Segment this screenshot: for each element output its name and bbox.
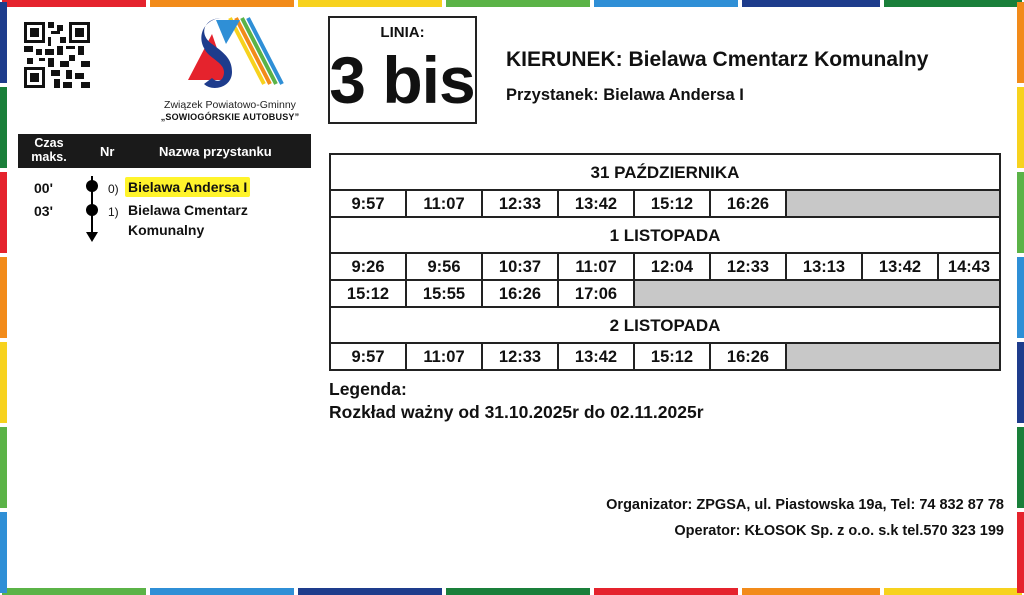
frame-segment	[1017, 172, 1024, 253]
departure-time: 15:55	[407, 281, 483, 306]
line-number-box	[328, 16, 477, 124]
frame-segment	[298, 0, 442, 7]
frame-segment	[1017, 257, 1024, 338]
frame-segment	[150, 0, 294, 7]
frame-segment	[594, 588, 738, 595]
frame-segment	[1017, 2, 1024, 83]
timetable-row	[331, 254, 999, 281]
frame-segment	[1017, 342, 1024, 423]
empty-slot	[787, 191, 999, 216]
current-stop: Przystanek: Bielawa Andersa I	[506, 86, 744, 104]
frame-segment	[150, 588, 294, 595]
departure-time: 9:26	[331, 254, 407, 279]
frame-segment	[446, 588, 590, 595]
organization-name: Związek Powiatowo-Gminny	[164, 99, 296, 111]
header-stop-name: Nazwa przystanku	[159, 144, 272, 159]
legend-label: Legenda:	[329, 379, 407, 399]
stop-number: 0)	[108, 182, 119, 196]
stops-header	[18, 134, 311, 168]
validity-note: Rozkład ważny od 31.10.2025r do 02.11.2025r	[329, 402, 704, 422]
timetable-row	[331, 344, 999, 369]
departure-time: 11:07	[407, 191, 483, 216]
departure-time: 16:26	[483, 281, 559, 306]
frame-segment	[0, 172, 7, 253]
sowiogorskie-logo-icon	[182, 14, 284, 96]
frame-segment	[0, 512, 7, 593]
frame-segment	[2, 0, 146, 7]
stop-time: 00'	[34, 180, 53, 196]
stop-marker	[86, 204, 98, 216]
frame-segment	[1017, 427, 1024, 508]
line-label: LINIA:	[380, 24, 425, 41]
frame-segment	[0, 87, 7, 168]
frame-segment	[1017, 87, 1024, 168]
departure-time: 11:07	[559, 254, 635, 279]
frame-segment	[1017, 512, 1024, 593]
frame-segment	[742, 588, 880, 595]
stop-time: 03'	[34, 203, 53, 219]
departure-time: 12:33	[483, 344, 559, 369]
timetable-day-header: 31 PAŹDZIERNIKA	[331, 155, 999, 191]
frame-segment	[2, 588, 146, 595]
line-number: 3 bis	[329, 43, 475, 117]
departure-time: 9:57	[331, 191, 407, 216]
operator-info: Operator: KŁOSOK Sp. z o.o. s.k tel.570 323 199	[674, 523, 1004, 539]
frame-segment	[594, 0, 738, 7]
departure-time: 15:12	[635, 344, 711, 369]
departure-time: 16:26	[711, 344, 787, 369]
timetable	[329, 153, 1001, 371]
timetable-row	[331, 281, 999, 308]
departure-time: 9:56	[407, 254, 483, 279]
timetable-day-header: 2 LISTOPADA	[331, 308, 999, 344]
qr-code-icon	[24, 22, 90, 88]
frame-segment	[884, 0, 1022, 7]
departure-time: 15:12	[635, 191, 711, 216]
departure-time: 13:42	[559, 344, 635, 369]
departure-time: 13:42	[863, 254, 939, 279]
frame-segment	[0, 427, 7, 508]
stop-name: Bielawa Cmentarz Komunalny	[128, 202, 248, 238]
organization-brand: „SOWIOGÓRSKIE AUTOBUSY”	[160, 112, 300, 122]
direction: KIERUNEK: Bielawa Cmentarz Komunalny	[506, 48, 929, 71]
header-number: Nr	[100, 144, 115, 159]
departure-time: 17:06	[559, 281, 635, 306]
timetable-row	[331, 191, 999, 218]
stop-number: 1)	[108, 205, 119, 219]
departure-time: 16:26	[711, 191, 787, 216]
empty-slot	[635, 281, 999, 306]
organizer-info: Organizator: ZPGSA, ul. Piastowska 19a, Tel: 74 832 87 78	[606, 497, 1004, 513]
frame-segment	[0, 2, 7, 83]
departure-time: 12:33	[711, 254, 787, 279]
departure-time: 11:07	[407, 344, 483, 369]
frame-segment	[446, 0, 590, 7]
departure-time: 12:04	[635, 254, 711, 279]
timetable-day-header: 1 LISTOPADA	[331, 218, 999, 254]
header-max-time: Czas maks.	[31, 136, 67, 164]
departure-time: 13:13	[787, 254, 863, 279]
departure-time: 10:37	[483, 254, 559, 279]
departure-time: 15:12	[331, 281, 407, 306]
frame-segment	[0, 342, 7, 423]
route-arrow-icon	[86, 232, 98, 242]
departure-time: 14:43	[947, 258, 991, 276]
frame-segment	[0, 257, 7, 338]
stop-name-current: Bielawa Andersa I	[125, 177, 250, 197]
departure-time: 13:42	[559, 191, 635, 216]
stop-marker	[86, 180, 98, 192]
empty-slot	[787, 344, 999, 369]
frame-segment	[298, 588, 442, 595]
departure-time: 12:33	[483, 191, 559, 216]
departure-time: 9:57	[331, 344, 407, 369]
frame-segment	[884, 588, 1022, 595]
frame-segment	[742, 0, 880, 7]
